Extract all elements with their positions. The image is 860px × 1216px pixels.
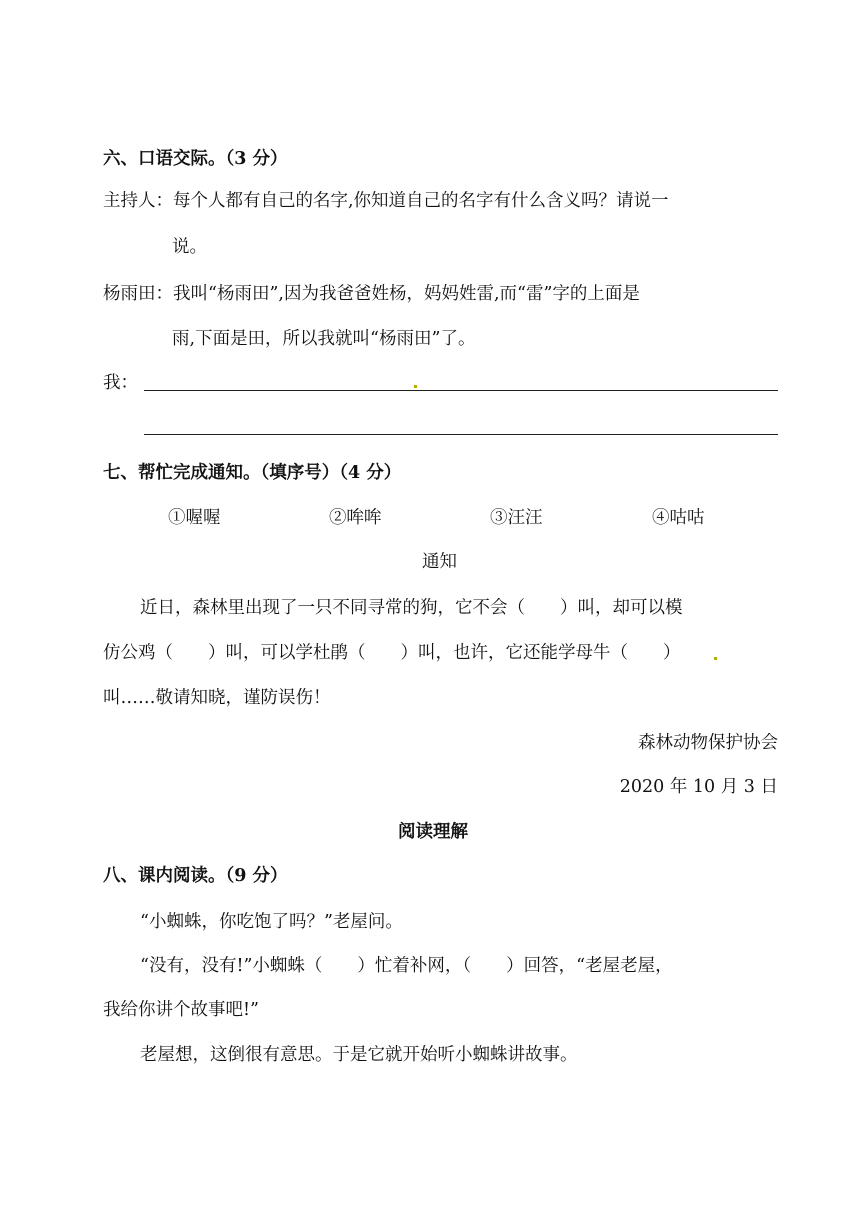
host-line-2: 说。 [172, 237, 207, 257]
passage-paragraph-2-line-2: 我给你讲个故事吧!” [103, 1000, 259, 1020]
answer-line-2[interactable] [144, 434, 778, 435]
option-3: ③汪汪 [490, 508, 543, 528]
section-seven-heading: 七、帮忙完成通知。（填序号）（4 分） [103, 463, 402, 483]
option-4: ④咕咕 [652, 508, 705, 528]
answer-line-1[interactable] [144, 390, 778, 391]
notice-signature: 森林动物保护协会 [638, 733, 778, 753]
passage-paragraph-3: 老屋想，这倒很有意思。于是它就开始听小蜘蛛讲故事。 [140, 1045, 578, 1065]
yang-line-1: 杨雨田：我叫“杨雨田”,因为我爸爸姓杨，妈妈姓雷,而“雷”字的上面是 [103, 284, 640, 304]
notice-body-line-2: 仿公鸡（ ）叫，可以学杜鹃（ ）叫，也许，它还能学母牛（ ） [103, 643, 681, 663]
notice-body-line-1: 近日，森林里出现了一只不同寻常的狗，它不会（ ）叫，却可以模 [140, 598, 683, 618]
me-label: 我： [103, 373, 138, 393]
stray-mark [714, 657, 717, 660]
passage-paragraph-1: “小蜘蛛，你吃饱了吗？”老屋问。 [140, 912, 403, 932]
option-2: ②哞哞 [329, 508, 382, 528]
passage-paragraph-2-line-1: “没有，没有!”小蜘蛛（ ）忙着补网，（ ）回答，“老屋老屋， [140, 956, 673, 976]
notice-body-line-3: 叫……敬请知晓，谨防误伤！ [103, 688, 331, 708]
yang-line-2: 雨,下面是田，所以我就叫“杨雨田”了。 [172, 329, 476, 349]
section-eight-heading: 八、课内阅读。（9 分） [103, 866, 288, 886]
notice-date: 2020 年 10 月 3 日 [619, 777, 778, 797]
option-1: ①喔喔 [168, 508, 221, 528]
stray-mark [414, 385, 417, 388]
notice-title: 通知 [422, 552, 457, 572]
section-six-heading: 六、口语交际。（3 分） [103, 149, 288, 169]
host-line-1: 主持人：每个人都有自己的名字,你知道自己的名字有什么含义吗？请说一 [103, 191, 669, 211]
reading-title: 阅读理解 [398, 822, 468, 842]
